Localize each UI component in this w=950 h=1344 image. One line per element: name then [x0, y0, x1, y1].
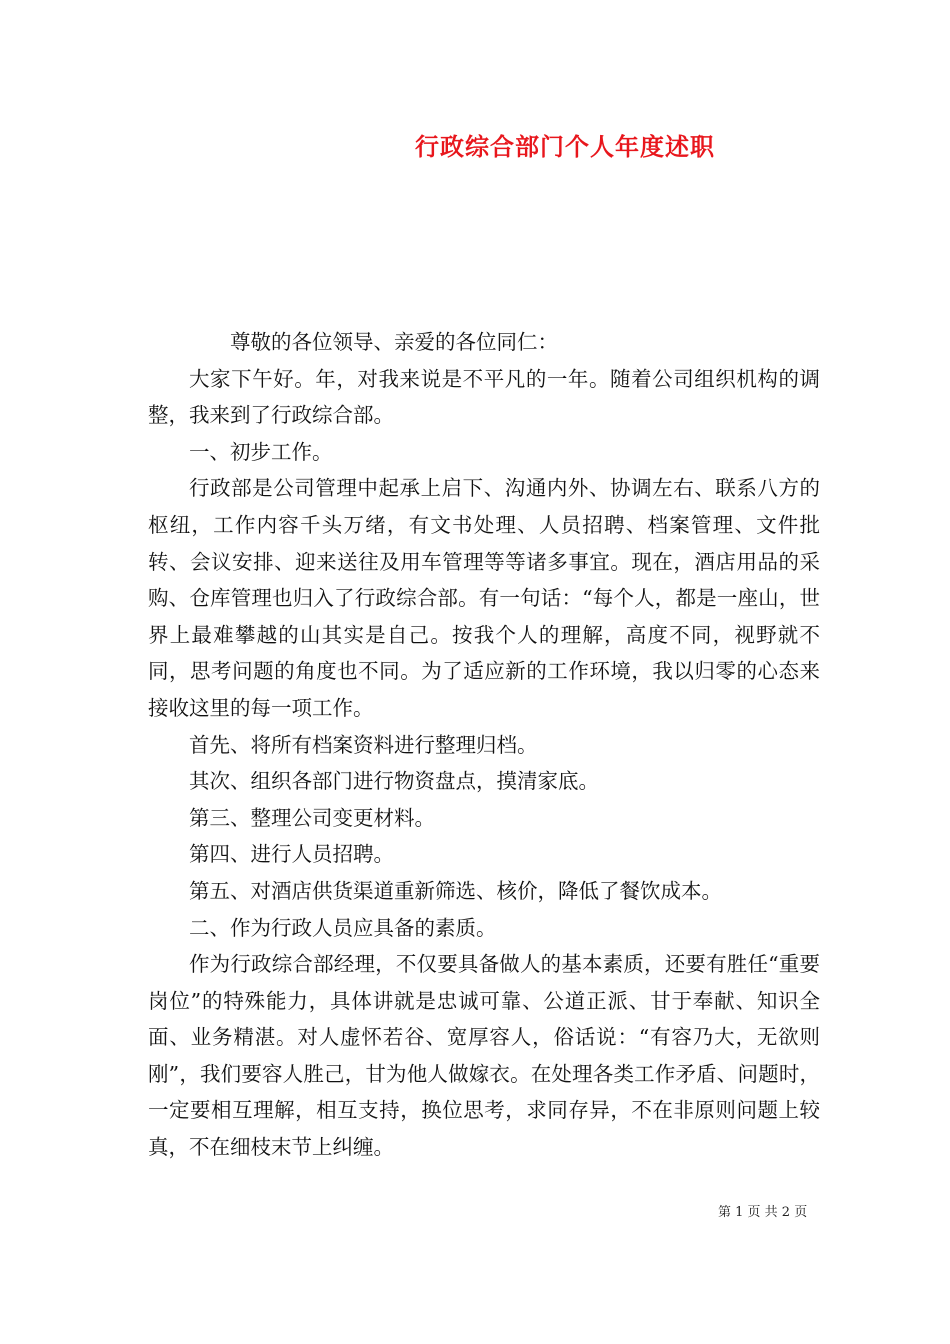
body-paragraph: 作为行政综合部经理，不仅要具备做人的基本素质，还要有胜任“重要岗位”的特殊能力，具体讲就是忠诚可靠、公道正派、甘于奉献、知识全面、业务精湛。对人虚怀若谷、宽厚容人，俗话说：“有容乃大，无欲则刚”，我们要容人胜己，甘为他人做嫁衣。在处理各类工作矛盾、问题时，一定要相互理解，相互支持，换位思考，求同存异，不在非原则问题上较真，不在细枝末节上纠缠。 — [148, 952, 820, 1160]
list-item: 其次、组织各部门进行物资盘点，摸清家底。 — [189, 769, 599, 794]
section-heading: 二、作为行政人员应具备的素质。 — [189, 915, 497, 940]
list-item: 第三、整理公司变更材料。 — [189, 805, 435, 830]
list-item: 第四、进行人员招聘。 — [189, 842, 394, 867]
body-paragraph: 行政部是公司管理中起承上启下、沟通内外、协调左右、联系八方的枢纽，工作内容千头万绪，有文书处理、人员招聘、档案管理、文件批转、会议安排、迎来送往及用车管理等等诸多事宜。现在，酒店用品的采购、仓库管理也归入了行政综合部。有一句话：“每个人，都是一座山，世界上最难攀越的山其实是自己。按我个人的理解，高度不同，视野就不同，思考问题的角度也不同。为了适应新的工作环境，我以归零的心态来接收这里的每一项工作。 — [148, 476, 820, 720]
page-number-footer: 第 1 页 共 2 页 — [718, 1205, 808, 1220]
body-paragraph: 大家下午好。年，对我来说是不平凡的一年。随着公司组织机构的调整，我来到了行政综合部。 — [148, 366, 820, 428]
document-title: 行政综合部门个人年度述职 — [415, 132, 715, 161]
list-item: 首先、将所有档案资料进行整理归档。 — [189, 732, 538, 757]
salutation-paragraph: 尊敬的各位领导、亲爱的各位同仁： — [230, 330, 558, 354]
document-body — [148, 324, 820, 1166]
list-item: 第五、对酒店供货渠道重新筛选、核价，降低了餐饮成本。 — [189, 878, 722, 903]
section-heading: 一、初步工作。 — [189, 439, 333, 464]
